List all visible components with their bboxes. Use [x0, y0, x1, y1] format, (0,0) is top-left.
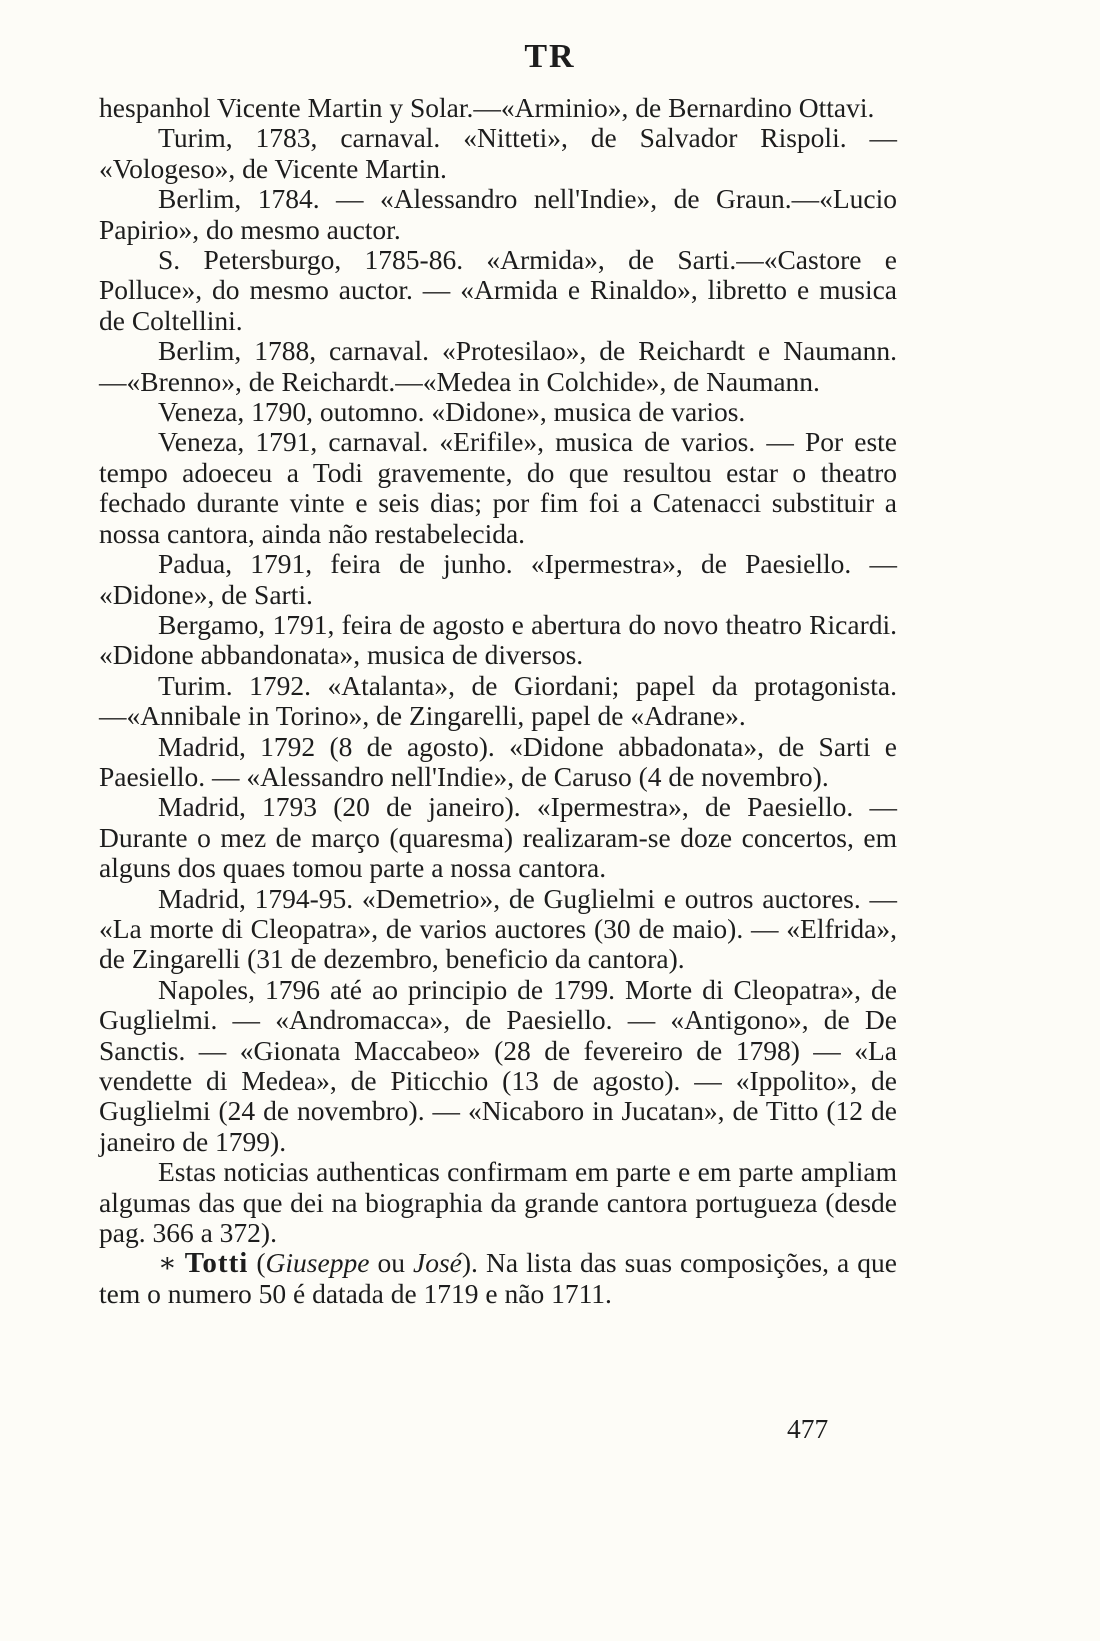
page-number: 477	[787, 1413, 829, 1444]
entry-name: Totti	[184, 1247, 249, 1280]
paragraph: Berlim, 1788, carnaval. «Protesilao», de Reichardt e Naumann.—«Brenno», de Reichardt.—«Medea in Colchide», de Naumann.	[99, 335, 897, 397]
paragraph: Madrid, 1792 (8 de agosto). «Didone abbadonata», de Sarti e Paesiello. — «Alessandro nell'Indie», de Caruso (4 de novembro).	[99, 730, 897, 792]
paragraph: Napoles, 1796 até ao principio de 1799. Morte di Cleopatra», de Guglielmi. — «Andromacca», de Paesiello. — «Antigono», de De Sanctis. — «Gionata Maccabeo» (28 de fevereiro de 1798) — «La vendette di Medea», de Piticchio (13 de agosto). — «Ippolito», de Guglielmi (24 de novembro). — «Nicaboro in Jucatan», de Titto (12 de janeiro de 1799).	[99, 973, 897, 1157]
entry-first-name: Giuseppe	[265, 1247, 370, 1279]
entry-alt-name: José	[413, 1247, 462, 1279]
entry-ou: ou	[377, 1247, 405, 1279]
paren-open: (	[256, 1247, 266, 1279]
paragraph: Veneza, 1790, outomno. «Didone», musica de varios.	[158, 396, 746, 428]
paragraph: Madrid, 1793 (20 de janeiro). «Ipermestra», de Paesiello. — Durante o mez de março (quaresma) realizaram-se doze concertos, em alguns dos quaes tomou parte a nossa cantora.	[99, 791, 897, 884]
paragraph: hespanhol Vicente Martin y Solar.—«Arminio», de Bernardino Ottavi.	[99, 92, 875, 123]
paragraph: Turim, 1783, carnaval. «Nitteti», de Salvador Rispoli. — «Vologeso», de Vicente Martin.	[99, 122, 897, 184]
paragraph: Padua, 1791, feira de junho. «Ipermestra», de Paesiello. — «Didone», de Sarti.	[99, 548, 897, 610]
paragraph: Estas noticias authenticas confirmam em parte e em parte ampliam algumas das que dei na biographia da grande cantora portugueza (desde pag. 366 a 372).	[99, 1156, 897, 1249]
page-header: TR	[524, 38, 576, 75]
final-entry	[99, 1248, 897, 1309]
body-text	[99, 93, 897, 1309]
paragraph: Veneza, 1791, carnaval. «Erifile», musica de varios. — Por este tempo adoeceu a Todi gravemente, do que resultou estar o theatro fechado durante vinte e seis dias; por fim foi a Catenacci substituir a nossa cantora, ainda não restabelecida.	[99, 426, 897, 549]
entry-text: Na lista das suas composições, a que tem o numero 50 é datada de 1719 e não 1711.	[99, 1247, 897, 1309]
paragraph: Bergamo, 1791, feira de agosto e abertura do novo theatro Ricardi. «Didone abbandonata», musica de diversos.	[99, 608, 897, 671]
asterisk-marker: ∗	[158, 1247, 177, 1279]
paragraph: Madrid, 1794-95. «Demetrio», de Guglielmi e outros auctores. — «La morte di Cleopatra», de varios auctores (30 de maio). — «Elfrida», de Zingarelli (31 de dezembro, beneficio da cantora).	[99, 882, 897, 975]
paragraph: S. Petersburgo, 1785-86. «Armida», de Sarti.—«Castore e Polluce», do mesmo auctor. — «Armida e Rinaldo», libretto e musica de Coltellini.	[99, 244, 897, 336]
paren-close: ).	[461, 1247, 478, 1279]
paragraph: Turim. 1792. «Atalanta», de Giordani; papel da protagonista.—«Annibale in Torino», de Zingarelli, papel de «Adrane».	[99, 669, 897, 732]
paragraph: Berlim, 1784. — «Alessandro nell'Indie», de Graun.—«Lucio Papirio», do mesmo auctor.	[99, 183, 897, 245]
